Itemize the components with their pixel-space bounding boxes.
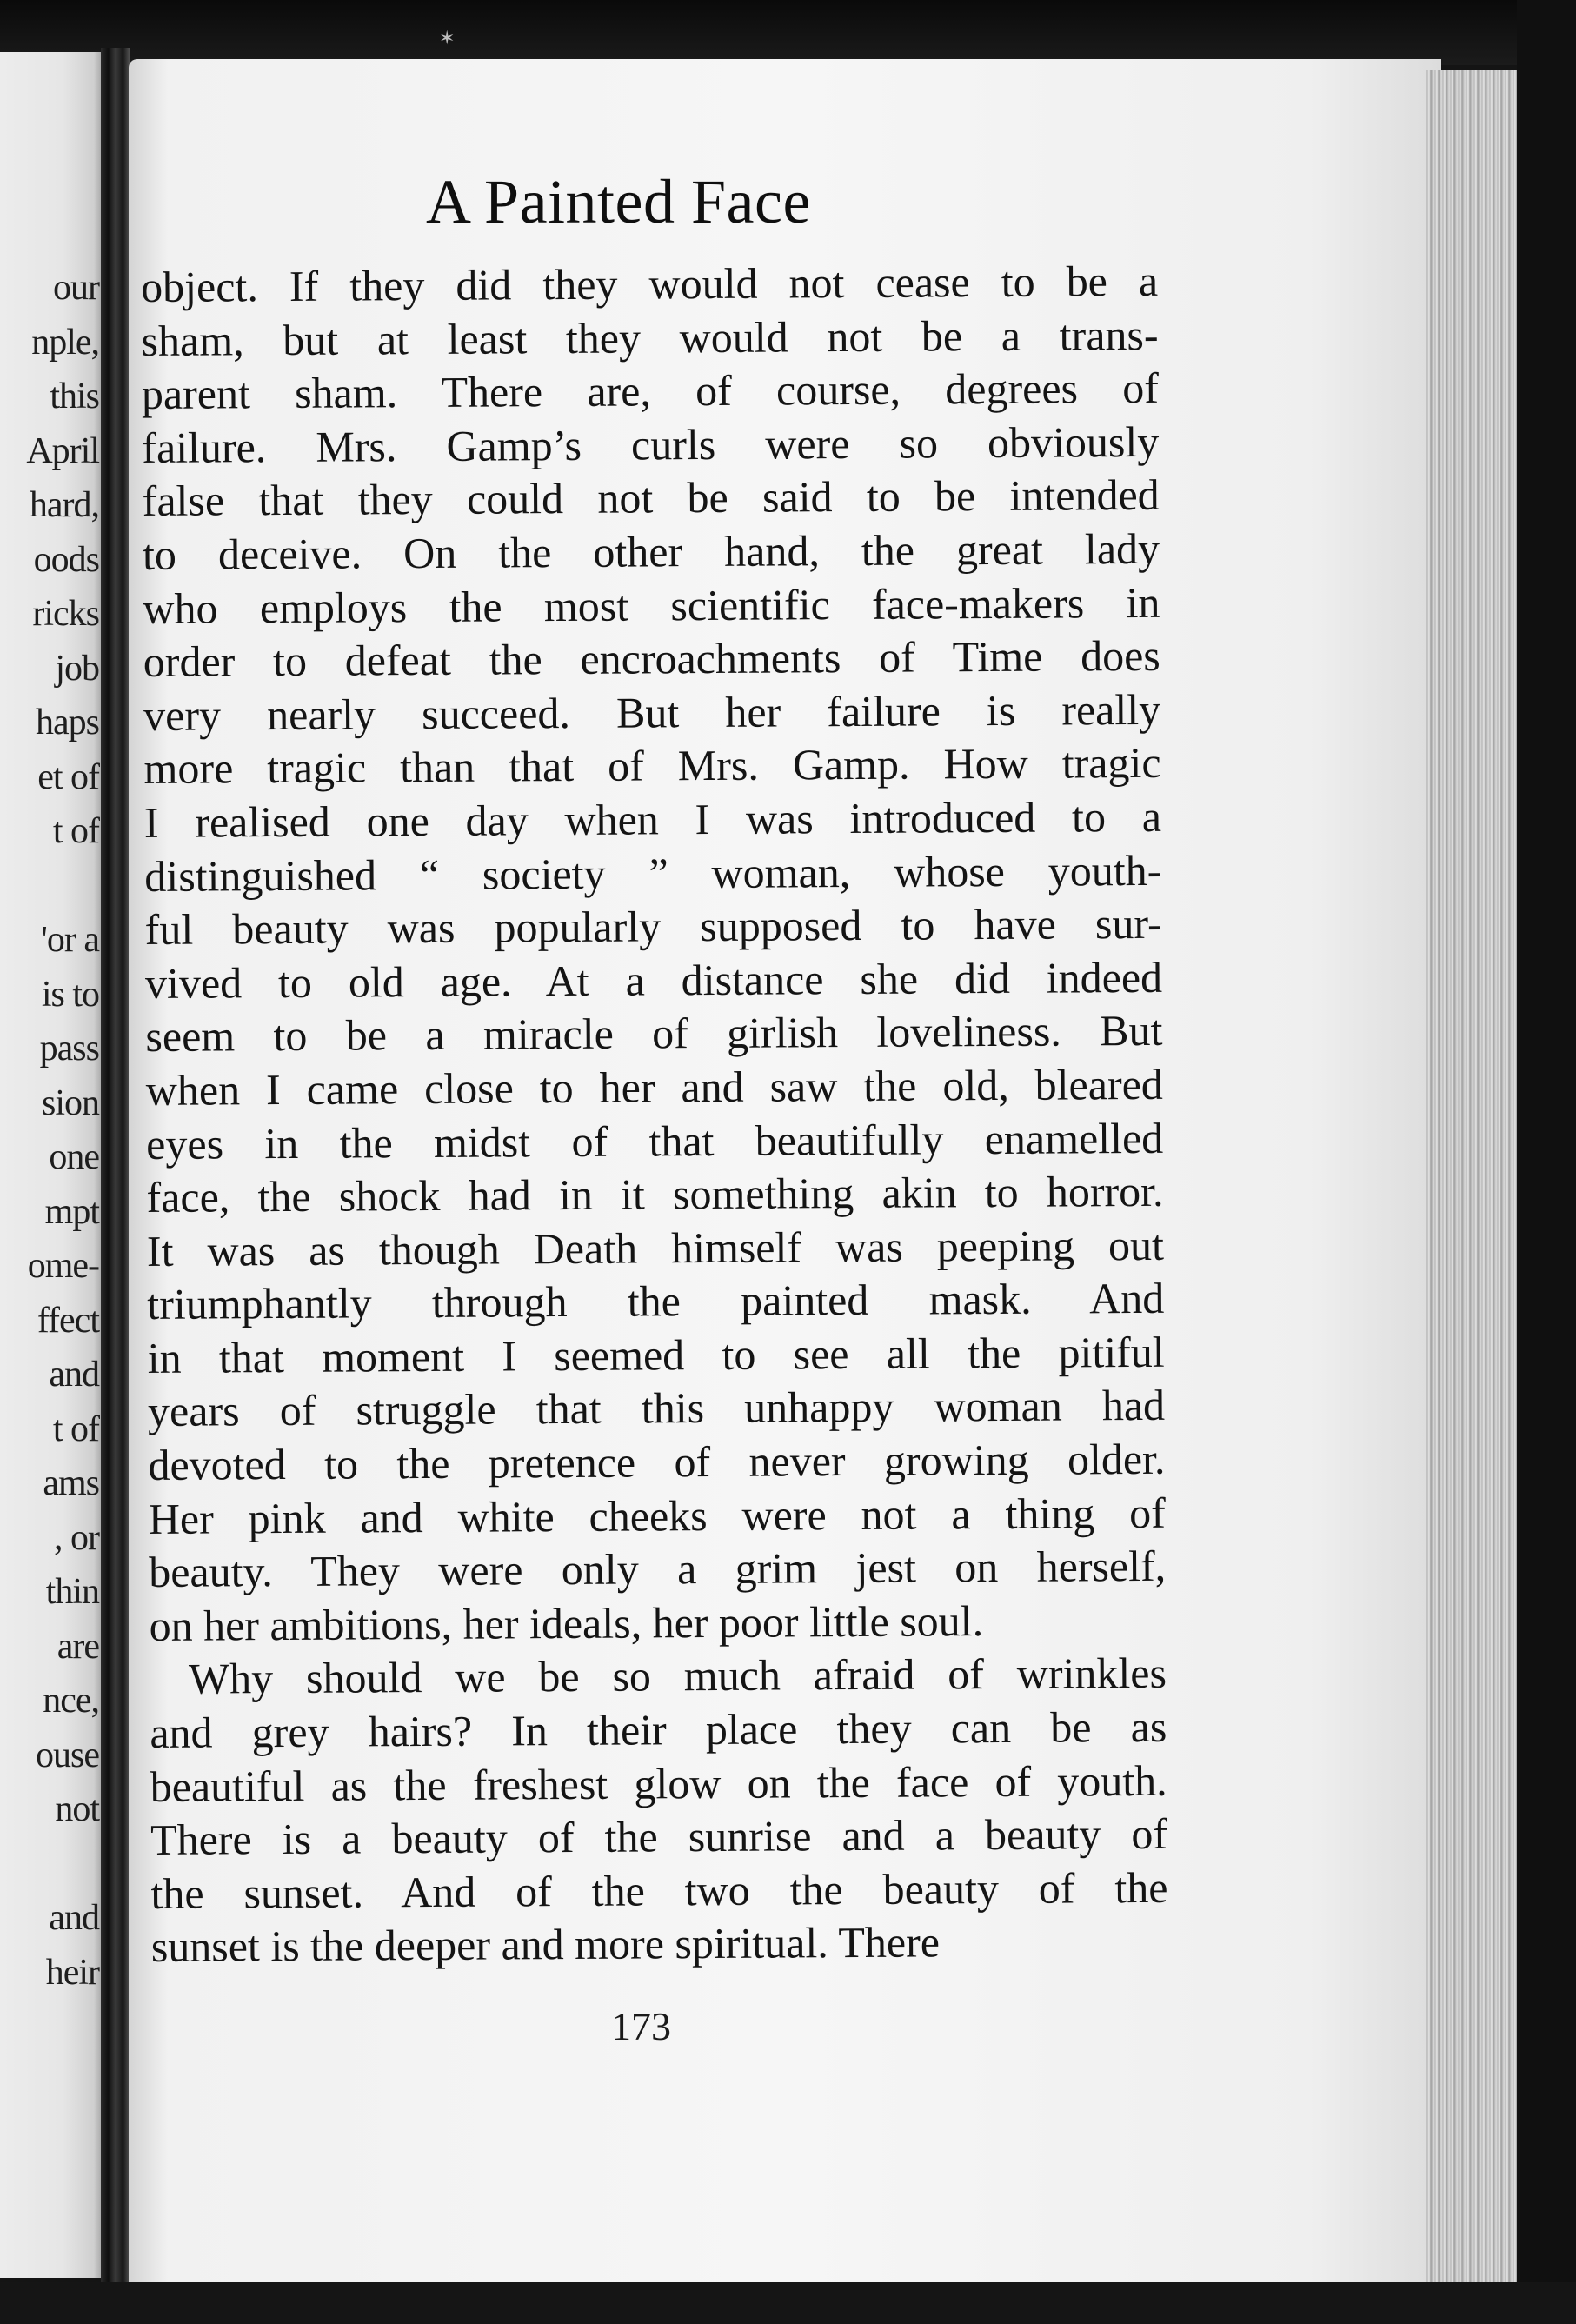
text-line: sunset is the deeper and more spiritual. There	[150, 1917, 941, 1972]
text-line: I realised one day when I was introduced to a	[143, 791, 1162, 847]
text-line: on her ambitions, her ideals, her poor little soul.	[149, 1595, 984, 1650]
facing-page-fragment: hard,	[29, 485, 99, 525]
facing-page-fragment: one	[49, 1137, 99, 1177]
scanner-background-top	[0, 0, 1576, 65]
text-line: beauty. They were only a grim jest on herself,	[149, 1542, 1167, 1597]
text-line: false that they could not be said to be intended	[142, 470, 1160, 526]
facing-page-fragment: April	[26, 430, 99, 471]
page-edges	[1426, 70, 1530, 2295]
text-line: the sunset. And of the two the beauty of the	[150, 1862, 1168, 1918]
text-line: and grey hairs? In their place they can be as	[150, 1701, 1167, 1757]
text-line: object. If they did they would not cease to be a	[141, 256, 1159, 311]
facing-page-fragment: nce,	[43, 1681, 99, 1721]
text-line: There is a beauty of the sunrise and a beauty of	[150, 1809, 1168, 1865]
text-line: very nearly succeed. But her failure is really	[143, 684, 1161, 740]
facing-page-fragment: not	[55, 1789, 99, 1829]
facing-page-fragment: job	[55, 648, 99, 689]
text-line: who employs the most scientific face-makers in	[143, 577, 1160, 633]
facing-page-fragment: thin	[45, 1572, 99, 1612]
facing-page-fragment: t of	[52, 1408, 99, 1449]
facing-page-left	[0, 52, 104, 2278]
text-line: ful beauty was popularly supposed to have sur-	[144, 898, 1162, 955]
facing-page-fragment: mpt	[44, 1191, 99, 1232]
text-line: beautiful as the freshest glow on the face of youth.	[150, 1755, 1167, 1811]
text-line: distinguished “ society ” woman, whose youth-	[144, 845, 1162, 901]
facing-page-fragment: and	[49, 1898, 99, 1938]
text-line: vived to old age. At a distance she did indeed	[144, 952, 1163, 1008]
text-line: triumphantly through the painted mask. And	[147, 1274, 1165, 1329]
facing-page-fragment: sion	[41, 1082, 99, 1123]
facing-page-fragment: , or	[54, 1517, 99, 1558]
facing-page-fragment: ome-	[27, 1246, 99, 1286]
facing-page-fragment: our	[53, 268, 99, 308]
running-head: A Painted Face	[426, 167, 811, 236]
scanner-background-right	[1517, 0, 1576, 2324]
facing-page-fragment: heir	[45, 1952, 99, 1993]
text-line: face, the shock had in it something akin to horror.	[146, 1166, 1164, 1222]
facing-page-fragment: oods	[33, 539, 99, 580]
body-text	[141, 255, 1168, 1974]
text-line: It was as though Death himself was peeping out	[146, 1220, 1165, 1275]
facing-page-fragment: t of	[52, 811, 99, 851]
facing-page-fragment: and	[49, 1355, 99, 1395]
text-line: Her pink and white cheeks were not a thing of	[148, 1488, 1166, 1543]
text-line: in that moment I seemed to see all the pitiful	[147, 1327, 1165, 1382]
text-line: more tragic than that of Mrs. Gamp. How tragic	[143, 738, 1161, 794]
facing-page-fragment: haps	[36, 703, 99, 742]
text-line: seem to be a miracle of girlish loveliness. But	[145, 1006, 1163, 1062]
facing-page-fragment: this	[50, 376, 99, 416]
page-number: 173	[611, 2004, 671, 2048]
text-line: sham, but at least they would not be a trans-	[141, 310, 1159, 365]
facing-page-fragment: 'or a	[41, 920, 99, 960]
scanner-background-bottom	[0, 2282, 1576, 2324]
text-line: failure. Mrs. Gamp’s curls were so obviously	[142, 416, 1160, 472]
text-line: Why should we be so much afraid of wrinkles	[188, 1648, 1167, 1704]
text-line: when I came close to her and saw the old, bleared	[145, 1059, 1163, 1115]
facing-page-fragment: ams	[43, 1463, 99, 1503]
facing-page-fragment: ouse	[36, 1735, 99, 1775]
facing-page-fragment: are	[57, 1626, 99, 1667]
text-line: years of struggle that this unhappy woman had	[147, 1381, 1166, 1436]
facing-page-fragment: is to	[41, 974, 99, 1015]
book-gutter	[101, 48, 130, 2291]
text-line: devoted to the pretence of never growing older.	[148, 1434, 1166, 1490]
dust-speck: ✶	[439, 27, 456, 49]
text-line: eyes in the midst of that beautifully enamelled	[146, 1113, 1164, 1169]
facing-page-fragment: pass	[39, 1029, 99, 1069]
facing-page-fragment: et of	[37, 756, 99, 797]
text-line: order to defeat the encroachments of Time does	[143, 631, 1160, 687]
text-line: to deceive. On the other hand, the great lady	[142, 523, 1160, 579]
facing-page-fragment: ricks	[32, 594, 99, 634]
facing-page-fragment: nple,	[31, 322, 99, 363]
facing-page-fragment: ffect	[37, 1300, 99, 1341]
text-line: parent sham. There are, of course, degrees of	[141, 363, 1160, 419]
